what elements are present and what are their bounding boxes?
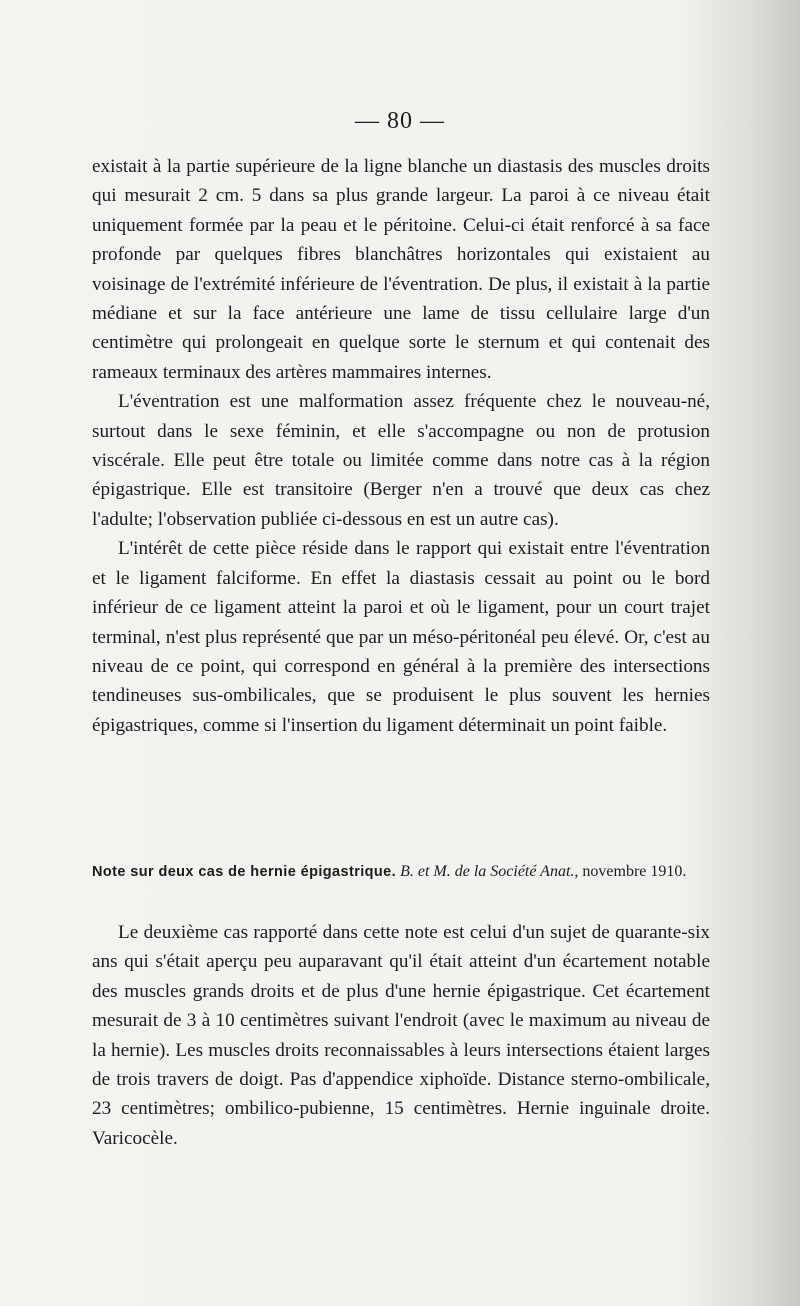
note-title: Note sur deux cas de hernie épigastrique. <box>92 864 397 880</box>
paragraph-eventration: L'éventration est une malformation assez fréquente chez le nouveau-né, surtout dans le sexe féminin, et elle s'accompagne ou non de protusion viscérale. Elle peut être totale ou limitée comme dans notre cas à la région épigastrique. Elle est transitoire (Berger n'en a trouvé que deux cas chez l'adulte; l'observation publiée ci-dessous en est un autre cas). <box>92 391 710 530</box>
main-text-block <box>92 152 710 740</box>
note-citation <box>92 860 717 884</box>
paragraph-continuation: existait à la partie supérieure de la ligne blanche un diastasis des muscles droits qui mesurait 2 cm. 5 dans sa plus grande largeur. La paroi à ce niveau était uniquement formée par la peau et le péritoine. Celui-ci était renforcé à sa face profonde par quelques fibres blanchâtres horizontales qui existaient au voisinage de l'extrémité inférieure de l'éventration. De plus, il existait à la partie médiane et sur la face antérieure une lame de tissu cellulaire large d'un centimètre qui prolongeait en quelque sorte le sternum et qui contenait des rameaux terminaux des artères mammaires internes. <box>92 156 710 383</box>
paragraph-second-case: Le deuxième cas rapporté dans cette note est celui d'un sujet de quarante-six ans qui s'était aperçu peu auparavant qu'il était atteint d'un écartement notable des muscles grands droits et de plus d'une hernie épigastrique. Cet écartement mesurait de 3 à 10 centimètres suivant l'endroit (avec le maximum au niveau de la hernie). Les muscles droits reconnaissables à leurs intersections étaient larges de trois travers de doigt. Pas d'appendice xiphoïde. Distance sterno-ombilicale, 23 centimètres; ombilico-pubienne, 15 centimètres. Hernie inguinale droite. Varicocèle. <box>92 922 710 1149</box>
paragraph-interet: L'intérêt de cette pièce réside dans le rapport qui existait entre l'éventration et le ligament falciforme. En effet la diastasis cessait au point ou le bord inférieur de ce ligament atteint la paroi et où le ligament, pour un court trajet terminal, n'est plus représenté que par un méso-péritonéal peu élevé. Or, c'est au niveau de ce point, qui correspond en général à la première des intersections tendineuses sus-ombilicales, que se produisent le plus souvent les hernies épigastriques, comme si l'insertion du ligament déterminait un point faible. <box>92 538 710 736</box>
note-source: B. et M. de la Société Anat., <box>400 863 579 880</box>
note-date: novembre 1910. <box>582 863 687 880</box>
page-number: — 80 — <box>355 108 445 134</box>
second-text-block <box>92 918 710 1153</box>
note-heading <box>92 860 717 884</box>
